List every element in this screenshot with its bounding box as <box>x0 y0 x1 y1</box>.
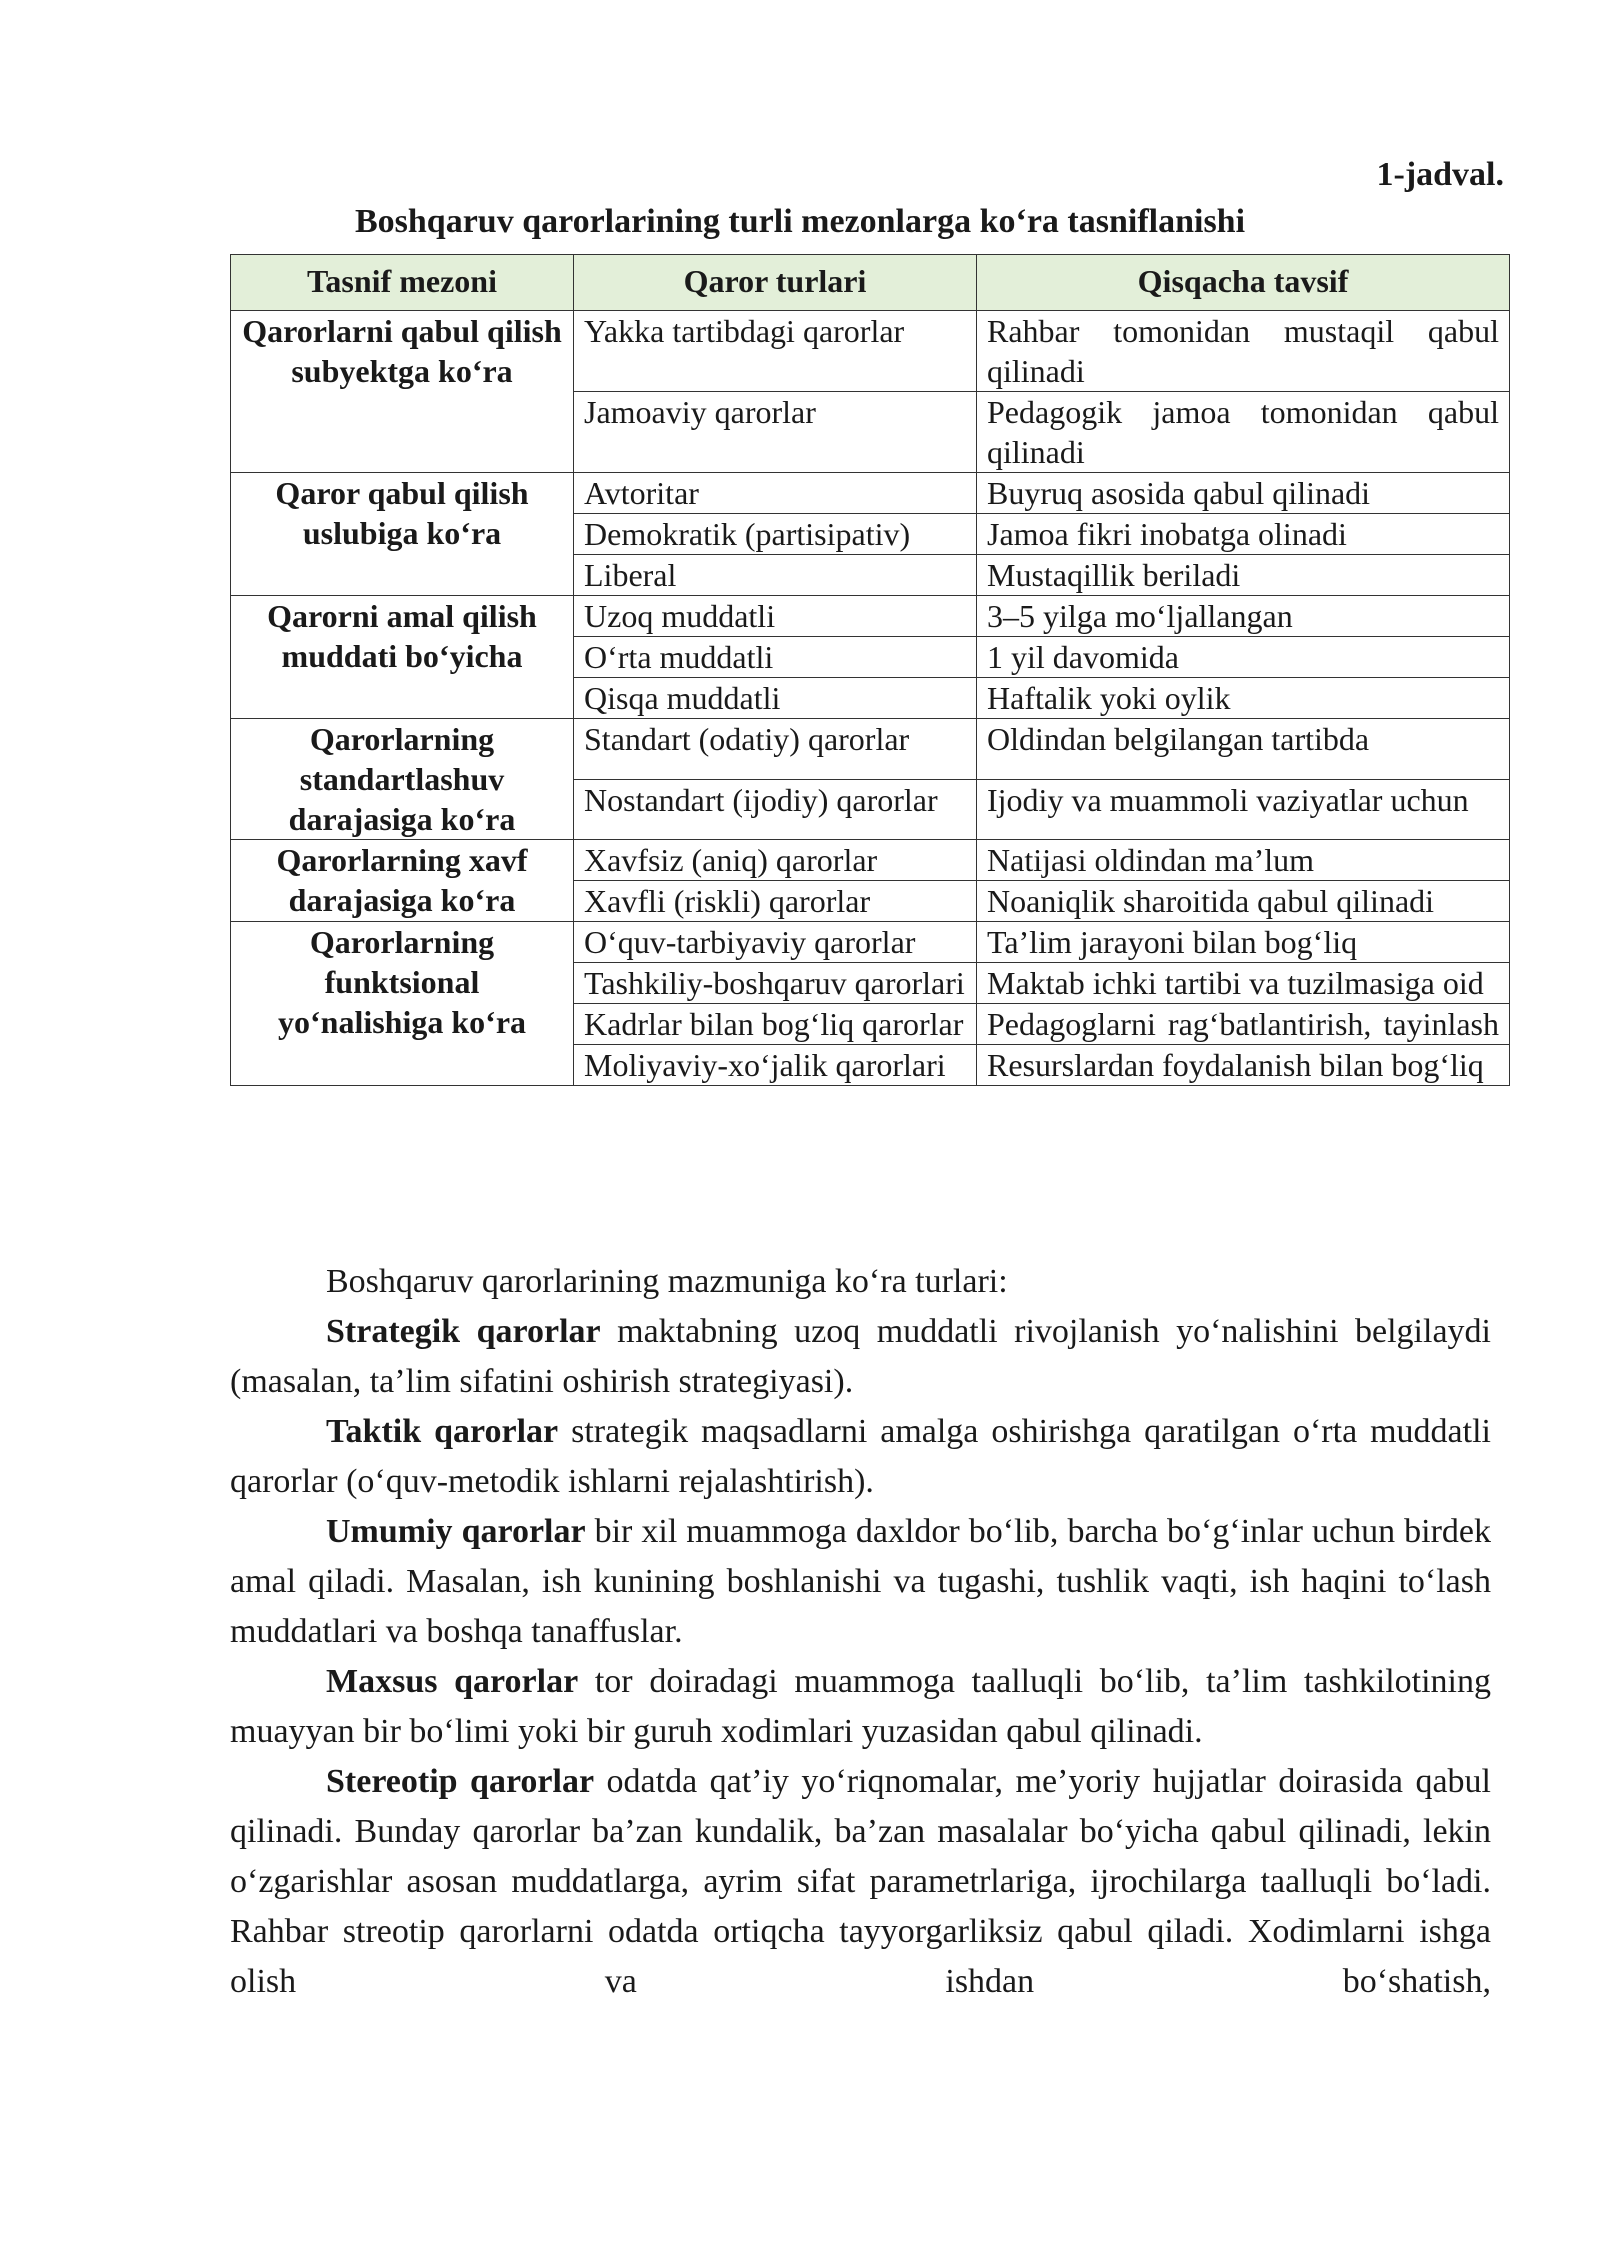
paragraph <box>230 1507 1491 1657</box>
paragraph-term: Strategik qarorlar <box>326 1313 601 1350</box>
table-header-row <box>231 255 1510 311</box>
type-cell: Liberal <box>574 555 977 596</box>
table-row <box>231 473 1510 514</box>
paragraph-term: Stereotip qarorlar <box>326 1763 595 1800</box>
criterion-cell: Qaror qabul qilish uslubiga ko‘ra <box>231 473 574 596</box>
desc-cell: Haftalik yoki oylik <box>977 678 1510 719</box>
desc-cell: Buyruq asosida qabul qilinadi <box>977 473 1510 514</box>
desc-cell: Pedagogik jamoa tomonidan qabul qilinadi <box>977 392 1510 473</box>
table-row <box>231 311 1510 392</box>
type-cell: Standart (odatiy) qarorlar <box>574 719 977 780</box>
type-cell: Xavfsiz (aniq) qarorlar <box>574 840 977 881</box>
paragraph <box>230 1407 1491 1507</box>
header-criterion: Tasnif mezoni <box>231 255 574 311</box>
paragraph <box>230 1757 1491 2007</box>
paragraph-text: strategik maqsadlarni amalga oshirishga qaratilgan o‘rta muddatli qarorlar (o‘quv-metodik ishlarni rejalashtirish). <box>230 1413 1491 1500</box>
type-cell: Tashkiliy-boshqaruv qarorlari <box>574 963 977 1004</box>
type-cell: Uzoq muddatli <box>574 596 977 637</box>
type-cell: Yakka tartibdagi qarorlar <box>574 311 977 392</box>
desc-cell: 3–5 yilga mo‘ljallangan <box>977 596 1510 637</box>
classification-table <box>230 254 1510 1086</box>
desc-cell: Noaniqlik sharoitida qabul qilinadi <box>977 881 1510 922</box>
type-cell: O‘quv-tarbiyaviy qarorlar <box>574 922 977 963</box>
paragraph-term: Umumiy qarorlar <box>326 1513 586 1550</box>
table-row <box>231 922 1510 963</box>
paragraph-text: bir xil muammoga daxldor bo‘lib, barcha bo‘g‘inlar uchun birdek amal qiladi. Masalan, ish kunining boshlanishi va tugashi, tushlik vaqti, ish haqini to‘lash muddatlari va boshqa tanaffuslar. <box>230 1513 1491 1650</box>
paragraph <box>230 1257 1491 1307</box>
header-decision-types: Qaror turlari <box>574 255 977 311</box>
paragraph-text: odatda qat’iy yo‘riqnomalar, me’yoriy hujjatlar doirasida qabul qilinadi. Bunday qarorlar ba’zan kundalik, ba’zan masalalar bo‘yicha qabul qilinadi, lekin o‘zgarishlar asosan muddatlarga, ayrim sifat parametrlariga, ijrochilarga taalluqli bo‘ladi. Rahbar streotip qarorlarni odatda ortiqcha tayyorgarliksiz qabul qiladi. Xodimlarni ishga olish va ishdan bo‘shatish, <box>230 1763 1491 2000</box>
paragraph <box>230 1307 1491 1407</box>
criterion-cell: Qarorlarning standartlashuv darajasiga ko‘ra <box>231 719 574 840</box>
body-text <box>230 1257 1491 2007</box>
table-row <box>231 596 1510 637</box>
desc-cell: Natijasi oldindan ma’lum <box>977 840 1510 881</box>
table-row <box>231 719 1510 780</box>
table-row <box>231 840 1510 881</box>
paragraph-text: tor doiradagi muammoga taalluqli bo‘lib, ta’lim tashkilotining muayyan bir bo‘limi yoki bir guruh xodimlari yuzasidan qabul qilinadi. <box>230 1663 1491 1750</box>
paragraph <box>230 1657 1491 1757</box>
desc-cell: Ijodiy va muammoli vaziyatlar uchun <box>977 779 1510 840</box>
desc-cell: 1 yil davomida <box>977 637 1510 678</box>
type-cell: Xavfli (riskli) qarorlar <box>574 881 977 922</box>
type-cell: Demokratik (partisipativ) <box>574 514 977 555</box>
desc-cell: Oldindan belgilangan tartibda <box>977 719 1510 780</box>
paragraph-text: Boshqaruv qarorlarining mazmuniga ko‘ra turlari: <box>326 1263 1008 1300</box>
type-cell: Moliyaviy-xo‘jalik qarorlari <box>574 1045 977 1086</box>
desc-cell: Ta’lim jarayoni bilan bog‘liq <box>977 922 1510 963</box>
table-title: Boshqaruv qarorlarining turli mezonlarga ko‘ra tasniflanishi <box>354 203 1246 240</box>
desc-cell: Resurslardan foydalanish bilan bog‘liq <box>977 1045 1510 1086</box>
desc-cell: Pedagoglarni rag‘batlantirish, tayinlash <box>977 1004 1510 1045</box>
criterion-cell: Qarorlarning funktsional yo‘nalishiga ko‘ra <box>231 922 574 1086</box>
type-cell: Avtoritar <box>574 473 977 514</box>
desc-cell: Mustaqillik beriladi <box>977 555 1510 596</box>
type-cell: Kadrlar bilan bog‘liq qarorlar <box>574 1004 977 1045</box>
criterion-cell: Qarorlarning xavf darajasiga ko‘ra <box>231 840 574 922</box>
type-cell: Qisqa muddatli <box>574 678 977 719</box>
type-cell: O‘rta muddatli <box>574 637 977 678</box>
criterion-cell: Qarorni amal qilish muddati bo‘yicha <box>231 596 574 719</box>
paragraph-text: maktabning uzoq muddatli rivojlanish yo‘nalishini belgilaydi (masalan, ta’lim sifatini oshirish strategiyasi). <box>230 1313 1491 1400</box>
desc-cell: Rahbar tomonidan mustaqil qabul qilinadi <box>977 311 1510 392</box>
header-description: Qisqacha tavsif <box>977 255 1510 311</box>
type-cell: Nostandart (ijodiy) qarorlar <box>574 779 977 840</box>
table-number: 1-jadval. <box>1376 156 1504 193</box>
desc-cell: Maktab ichki tartibi va tuzilmasiga oid <box>977 963 1510 1004</box>
paragraph-term: Maxsus qarorlar <box>326 1663 579 1700</box>
paragraph-term: Taktik qarorlar <box>326 1413 559 1450</box>
type-cell: Jamoaviy qarorlar <box>574 392 977 473</box>
desc-cell: Jamoa fikri inobatga olinadi <box>977 514 1510 555</box>
criterion-cell: Qarorlarni qabul qilish subyektga ko‘ra <box>231 311 574 473</box>
